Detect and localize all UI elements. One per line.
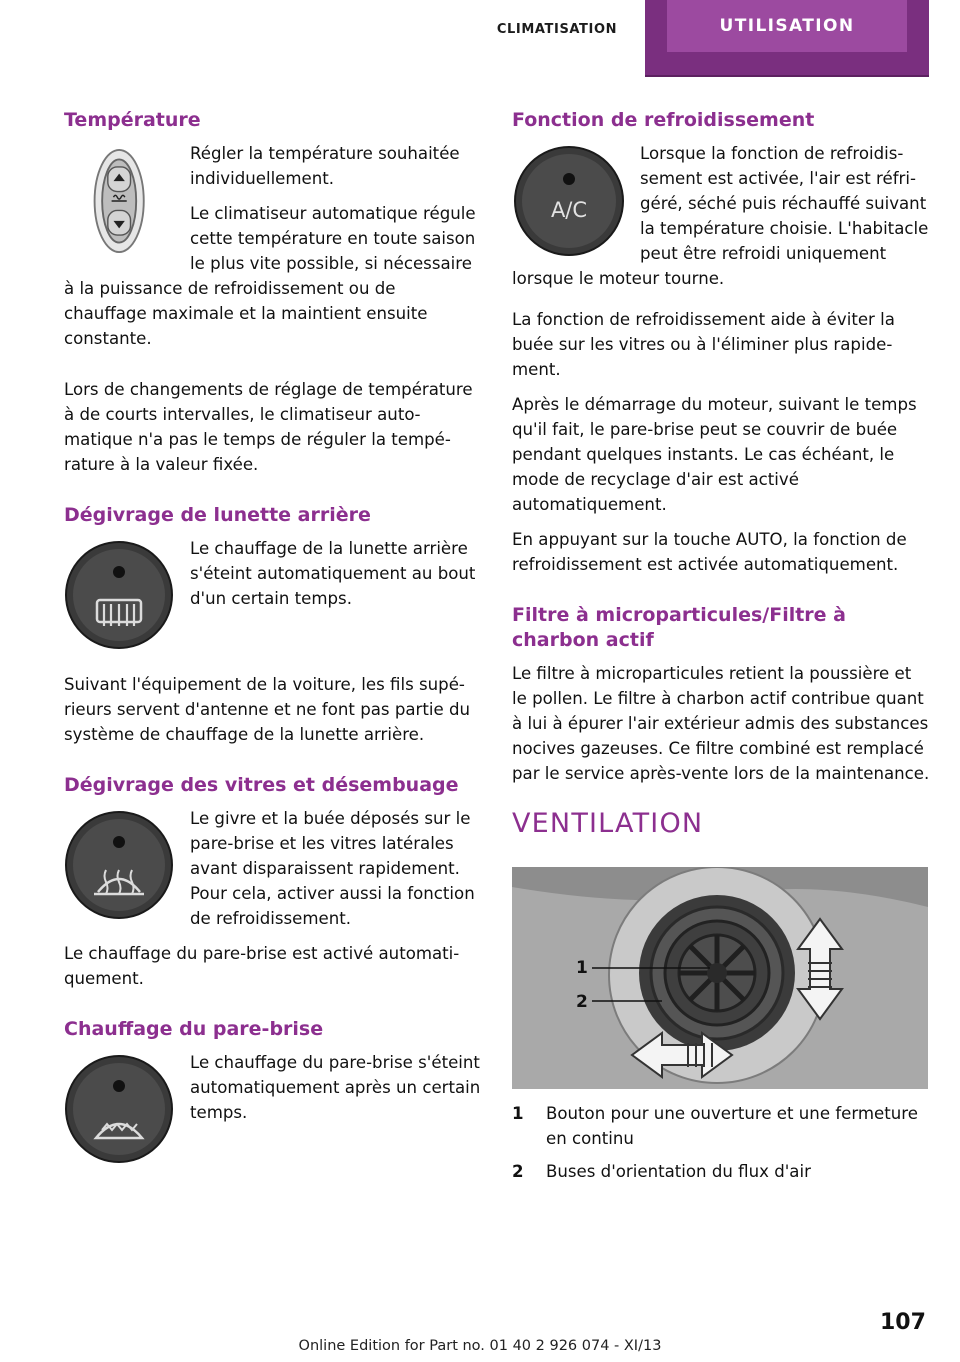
temperature-p2: Le climatiseur automatique régule cette température en toute saison le plus vite possible, si nécessaire à la puissance de refroidissement ou de chauffage maximale et la maintient ensuite constante. (64, 204, 476, 348)
temperature-rocker-switch-icon (70, 145, 174, 257)
heading-temperature: Température (64, 109, 201, 131)
rear-defrost-p2: Suivant l'équipement de la voiture, les fils supérieurs servent d'antenne et ne font pas partie du système de chauffage de la lunette arrière. (64, 675, 470, 744)
legend-text: Buses d'orientation du flux d'air (546, 1162, 811, 1181)
right-column (512, 108, 930, 1192)
callout-2: 2 (576, 992, 588, 1012)
temperature-p3: Lors de changements de réglage de température à de courts intervalles, le climatiseur automatique n'a pas le temps de réguler la température à la valeur fixée. (64, 380, 473, 474)
window-defrost-p2: Le chauffage du pare-brise est activé automatiquement. (64, 944, 460, 988)
left-column (64, 108, 482, 1170)
legend-item (512, 1159, 930, 1184)
chapter-tab (645, 0, 929, 77)
heading-window-defrost: Dégivrage des vitres et désembuage (64, 774, 459, 796)
ac-button-icon (512, 145, 628, 257)
callout-1: 1 (576, 958, 588, 978)
cooling-p4: En appuyant sur la touche AUTO, la fonction de refroidissement est activée automatiquement. (512, 530, 907, 574)
heading-filter: Filtre à microparticules/Filtre à charbon actif (512, 604, 846, 651)
heading-rear-defrost: Dégivrage de lunette arrière (64, 504, 371, 526)
filter-p1: Le filtre à microparticules retient la poussière et le pollen. Le filtre à charbon actif contribue quant à lui à épurer l'air extérieur admis des substances nocives gazeuses. Ce filtre combiné est remplacé par le service après-vente lors de la maintenance. (512, 664, 930, 783)
legend-number: 1 (512, 1104, 524, 1123)
footer-edition: Online Edition for Part no. 01 40 2 926 074 - XI/13 (298, 1338, 662, 1354)
rear-defrost-button-icon (64, 540, 174, 650)
heading-cooling: Fonction de refroidissement (512, 109, 815, 131)
rear-defrost-p1: Le chauffage de la lunette arrière s'éteint automatiquement au bout d'un certain temps. (190, 539, 476, 608)
cooling-p3: Après le démarrage du moteur, suivant le temps qu'il fait, le pare-brise peut se couvrir de buée pendant quelques instants. Le cas échéant, le mode de recyclage d'air est activé automatiquement. (512, 395, 917, 514)
cooling-p1: Lorsque la fonction de refroidissement est activée, l'air est réfrigéré, séché puis réchauffé suivant la température choisie. L'habitacle peut être refroidi uniquement lorsque le moteur tourne. (512, 144, 929, 288)
window-defrost-p1: Le givre et la buée déposés sur le pare-brise et les vitres latérales avant disparaissent rapidement. Pour cela, activer aussi la fonction de refroidissement. (190, 809, 475, 928)
windshield-heat-p1: Le chauffage du pare-brise s'éteint automatiquement après un certain temps. (190, 1053, 481, 1122)
section-title: CLIMATISATION (496, 22, 618, 37)
heading-ventilation: VENTILATION (512, 808, 704, 839)
legend-text: Bouton pour une ouverture et une fermeture en continu (546, 1104, 918, 1148)
heading-windshield-heat: Chauffage du pare-brise (64, 1018, 324, 1040)
temperature-p1: Régler la température souhaitée individuellement. (190, 144, 460, 188)
chapter-tab-label: UTILISATION (667, 0, 907, 52)
legend-number: 2 (512, 1162, 524, 1181)
ac-button-label: A/C (550, 198, 588, 222)
page-number: 107 (880, 1310, 926, 1335)
cooling-p2: La fonction de refroidissement aide à éviter la buée sur les vitres ou à l'éliminer plus rapidement. (512, 310, 895, 379)
window-defrost-button-icon (64, 810, 174, 920)
windshield-heat-button-icon (64, 1054, 174, 1164)
legend-item (512, 1101, 930, 1151)
air-vent-photo (512, 867, 928, 1089)
